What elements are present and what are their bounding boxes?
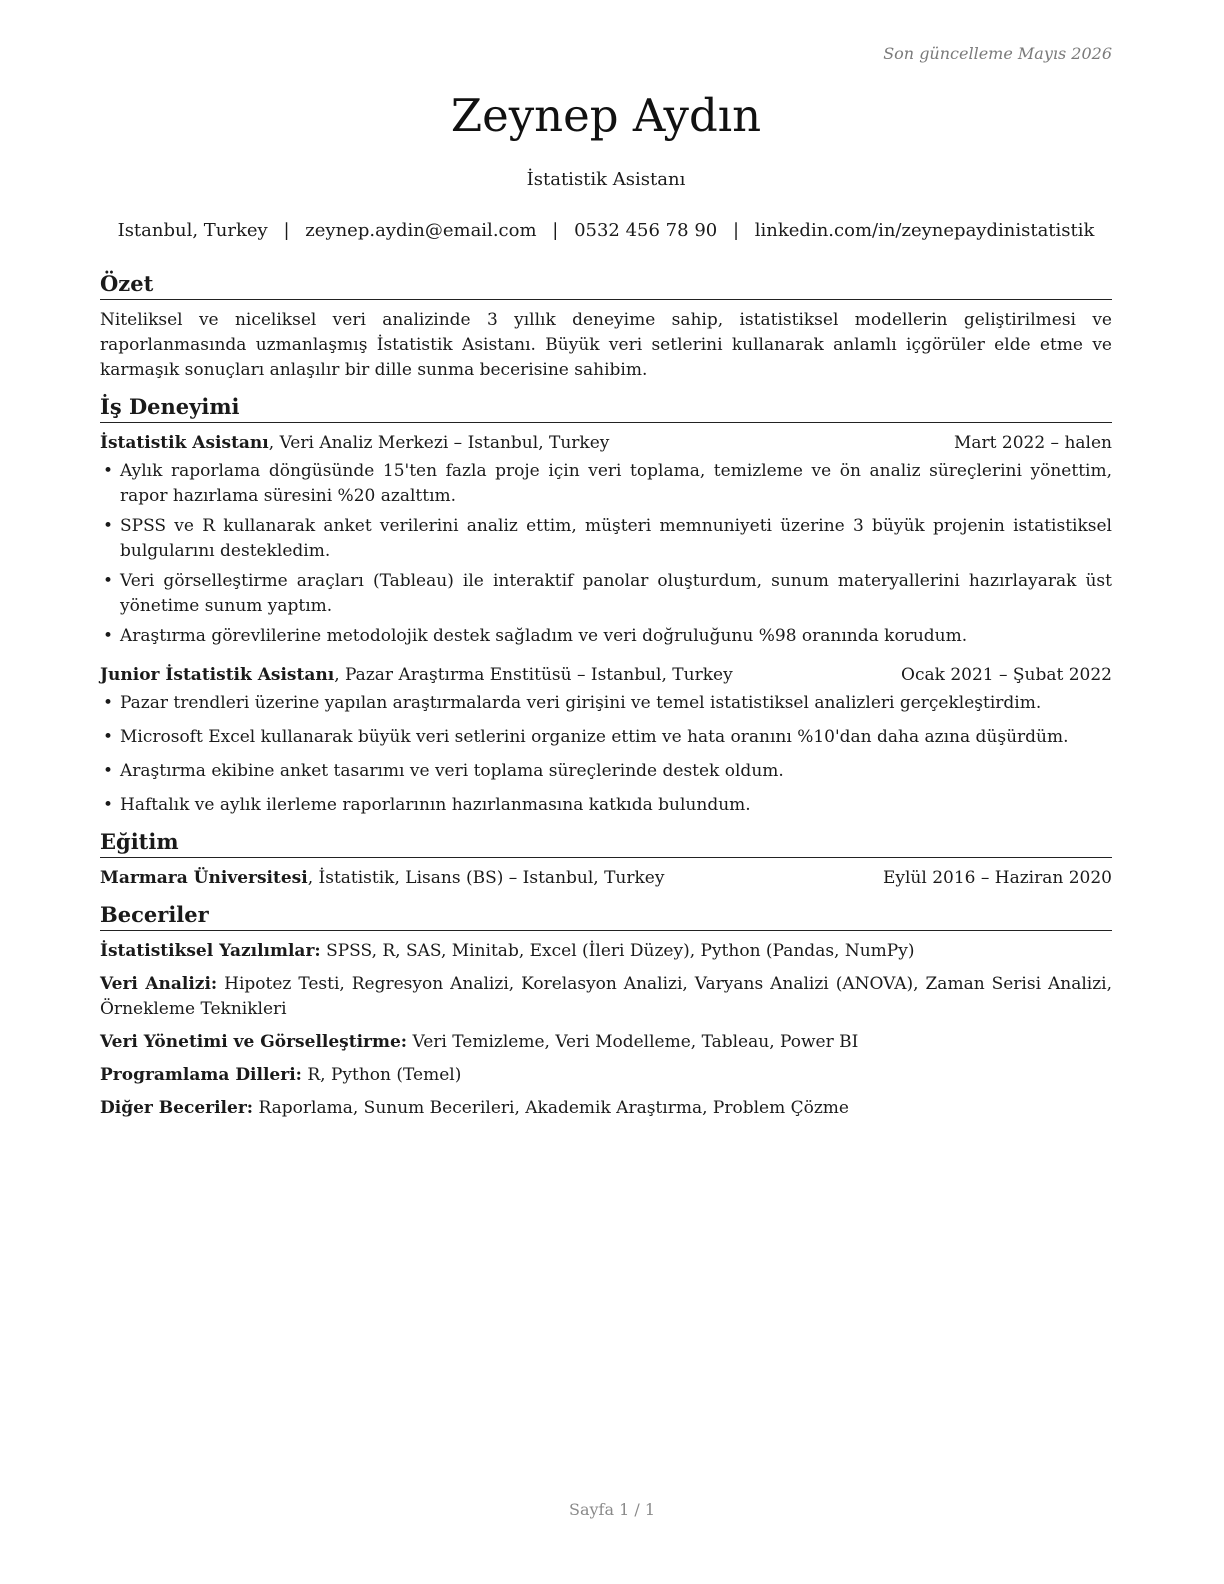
job-org: , Pazar Araştırma Enstitüsü – Istanbul, Turkey [334,665,733,685]
education-line [100,866,664,891]
job-org: , Veri Analiz Merkezi – Istanbul, Turkey [268,433,610,453]
education-entry [100,866,1112,891]
bullet-item [100,759,1112,784]
bullet-item [100,514,1112,564]
bullet-icon: • [103,761,114,781]
bullet-text: SPSS ve R kullanarak anket verilerini analiz ettim, müşteri memnuniyeti üzerine 3 büyük projenin istatistiksel bulgularını destekledim. [120,516,1112,561]
contact-separator: | [552,220,559,241]
job-role: Junior İstatistik Asistanı [100,665,335,685]
skill-row [100,939,1112,964]
bullet-icon: • [103,571,114,591]
education-section [100,828,1112,891]
summary-section [100,270,1112,383]
bullet-item [100,624,1112,649]
bullet-icon: • [103,795,114,815]
job-dates: Ocak 2021 – Şubat 2022 [901,665,1112,685]
skill-value: Hipotez Testi, Regresyon Analizi, Korelasyon Analizi, Varyans Analizi (ANOVA), Zaman Serisi Analizi, Örnekleme Teknikleri [100,974,1113,1019]
bullet-icon: • [103,727,114,747]
bullet-text: Araştırma görevlilerine metodolojik destek sağladım ve veri doğruluğunu %98 oranında korudum. [120,626,968,646]
bullet-icon: • [103,693,114,713]
skill-label: Veri Yönetimi ve Görselleştirme: [100,1032,408,1052]
bullet-text: Pazar trendleri üzerine yapılan araştırmalarda veri girişini ve temel istatistiksel analizleri gerçekleştirdim. [120,693,1042,713]
education-school: Marmara Üniversitesi [100,868,308,888]
job-dates: Mart 2022 – halen [953,433,1112,453]
contact-phone[interactable]: 0532 456 78 90 [574,220,718,241]
job-role: İstatistik Asistanı [100,433,269,453]
contact-email[interactable]: zeynep.aydin@email.com [305,220,537,241]
skill-label: İstatistiksel Yazılımlar: [100,941,321,961]
experience-section [100,393,1112,818]
candidate-title: İstatistik Asistanı [526,169,686,190]
contact-linkedin[interactable]: linkedin.com/in/zeynepaydinistatistik [754,220,1095,241]
skill-row [100,972,1112,1022]
skill-row [100,1096,1112,1121]
job-entry [100,431,1112,649]
section-heading-summary: Özet [100,270,1112,300]
section-heading-experience: İş Deneyimi [100,393,1112,423]
bullet-item [100,569,1112,619]
section-heading-skills: Beceriler [100,901,1112,931]
job-title-line [100,663,733,688]
bullet-icon: • [103,626,114,646]
job-header [100,431,1112,456]
bullet-text: Aylık raporlama döngüsünde 15'ten fazla proje için veri toplama, temizleme ve ön analiz süreçlerini yönettim, rapor hazırlama süresini %20 azalttım. [120,461,1112,506]
education-dates: Eylül 2016 – Haziran 2020 [882,868,1112,888]
candidate-name: Zeynep Aydın [450,89,762,142]
job-bullets [100,459,1112,649]
job-header [100,663,1112,688]
skill-row [100,1030,1112,1055]
skill-label: Programlama Dilleri: [100,1065,302,1085]
bullet-text: Araştırma ekibine anket tasarımı ve veri toplama süreçlerinde destek oldum. [120,761,784,781]
summary-text: Niteliksel ve niceliksel veri analizinde 3 yıllık deneyime sahip, istatistiksel modellerin geliştirilmesi ve raporlanmasında uzmanlaşmış İstatistik Asistanı. Büyük veri setlerini kullanarak anlamlı içgörüler elde etme ve karmaşık sonuçları anlaşılır bir dille sunma becerisine sahibim. [100,310,1112,380]
bullet-item [100,793,1112,818]
skill-row [100,1063,1112,1088]
bullet-icon: • [103,461,114,481]
section-heading-education: Eğitim [100,828,1112,858]
skill-value: R, Python (Temel) [301,1065,462,1085]
page-number: Sayfa 1 / 1 [568,1500,655,1519]
bullet-text: Veri görselleştirme araçları (Tableau) ile interaktif panolar oluşturdum, sunum materyallerini hazırlayarak üst yönetime sunum yaptım. [120,571,1112,616]
skill-label: Diğer Beceriler: [100,1098,254,1118]
bullet-item [100,691,1112,716]
bullet-icon: • [103,516,114,536]
contact-separator: | [732,220,740,241]
skill-label: Veri Analizi: [100,974,218,994]
skills-section [100,901,1112,1121]
job-bullets [100,691,1112,818]
last-updated-note: Son güncelleme Mayıs 2026 [883,44,1112,63]
skill-value: Veri Temizleme, Veri Modelleme, Tableau, Power BI [407,1032,859,1052]
contact-line [100,219,1112,243]
bullet-text: Haftalık ve aylık ilerleme raporlarının hazırlanmasına katkıda bulundum. [120,795,751,815]
bullet-item [100,725,1112,750]
education-detail: , İstatistik, Lisans (BS) – Istanbul, Turkey [307,868,665,888]
resume-content [100,270,1112,1131]
bullet-item [100,459,1112,509]
skill-value: Raporlama, Sunum Becerileri, Akademik Araştırma, Problem Çözme [253,1098,849,1118]
skill-value: SPSS, R, SAS, Minitab, Excel (İleri Düzey), Python (Pandas, NumPy) [320,941,915,961]
job-entry [100,663,1112,818]
contact-separator: | [283,220,290,241]
contact-location: Istanbul, Turkey [117,220,268,241]
job-title-line [100,431,609,456]
bullet-text: Microsoft Excel kullanarak büyük veri setlerini organize ettim ve hata oranını %10'dan daha azına düşürdüm. [120,727,1069,747]
